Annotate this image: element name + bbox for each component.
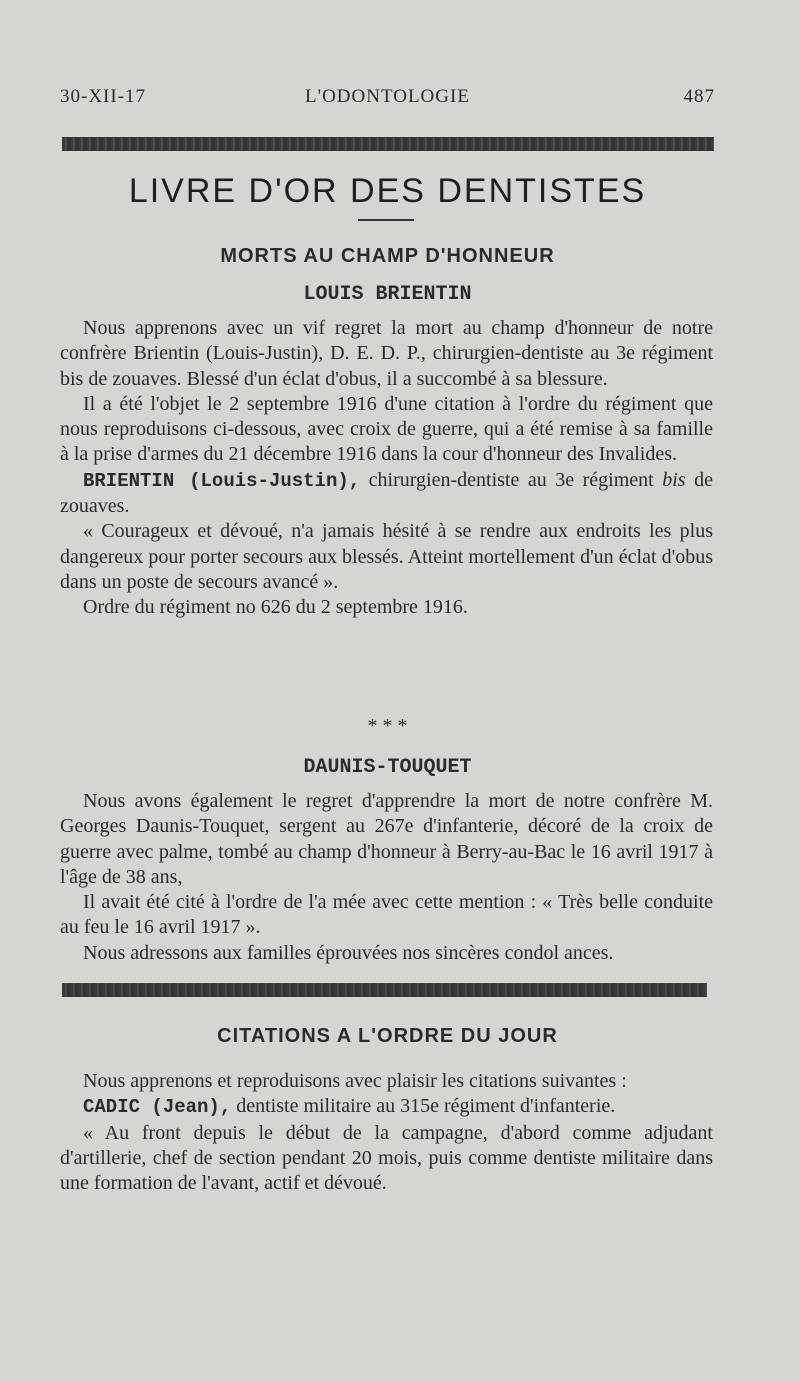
- title-underline: [358, 219, 414, 221]
- cadic-name: CADIC (Jean),: [83, 1096, 232, 1119]
- decorative-rule-top: [62, 137, 714, 151]
- brientin-order: Ordre du régiment no 626 du 2 septembre 1916.: [83, 596, 468, 619]
- citations-intro: Nous apprenons et reproduisons avec plaisir les citations suivantes :: [83, 1070, 627, 1092]
- daunis-paragraph-3: Nous adressons aux familles éprouvées nos sincères condol ances.: [83, 941, 614, 964]
- page-number: 487: [683, 86, 715, 107]
- section-heading-citations: CITATIONS A L'ORDRE DU JOUR: [217, 1025, 558, 1047]
- entry-name-daunis-touquet: DAUNIS-TOUQUET: [303, 756, 472, 779]
- section-separator-asterism: * * *: [367, 715, 408, 737]
- cadic-quote: « Au front depuis le début de la campagne, d'abord comme adjudant d'artillerie, chef de section pendant 20 mois, puis comme dentiste militaire dans une formation de l'avant, actif et dévoué.: [60, 1121, 713, 1195]
- daunis-paragraph-2: Il avait été cité à l'ordre de l'a mée avec cette mention : « Très belle conduite au feu le 16 avril 1917 ».: [60, 891, 713, 939]
- brientin-paragraph-1: Nous apprenons avec un vif regret la mort au champ d'honneur de notre confrère Brientin (Louis-Justin), D. E. D. P., chirurgien-dentiste au 3e régiment bis de zouaves. Blessé d'un éclat d'obus, il a succombé à sa blessure.: [60, 317, 713, 390]
- daunis-article: [60, 789, 713, 966]
- journal-title: L'ODONTOLOGIE: [305, 86, 470, 107]
- citation-rank-a: chirurgien-dentiste au 3e régiment: [360, 468, 663, 491]
- section-heading-morts: MORTS AU CHAMP D'HONNEUR: [220, 245, 555, 267]
- brientin-article: [60, 316, 713, 621]
- brientin-paragraph-2: Il a été l'objet le 2 septembre 1916 d'une citation à l'ordre du régiment que nous reproduisons ci-dessous, avec croix de guerre, qui a été remise à sa famille à la prise d'armes du 21 décembre 1916 dans la cour d'honneur des Invalides.: [60, 392, 713, 466]
- running-head: [60, 86, 715, 116]
- issue-date: 30-XII-17: [60, 86, 147, 107]
- brientin-citation: [60, 468, 713, 520]
- citation-bis: bis: [662, 468, 686, 491]
- entry-name-brientin: LOUIS BRIENTIN: [303, 283, 472, 306]
- citation-name: BRIENTIN (Louis-Justin),: [83, 469, 361, 492]
- citation-rank-b: de zouaves.: [60, 468, 713, 518]
- brientin-quote: « Courageux et dévoué, n'a jamais hésité à se rendre aux endroits les plus dangereux pour porter secours aux blessés. Atteint mortellement d'un éclat d'obus dans un poste de secours avancé ».: [60, 520, 713, 593]
- daunis-paragraph-1: Nous avons également le regret d'apprendre la mort de notre confrère M. Georges Daunis-Touquet, sergent au 267e d'infanterie, décoré de la croix de guerre avec palme, tombé au champ d'honneur à Berry-au-Bac le 16 avril 1917 à l'âge de 38 ans,: [60, 790, 713, 888]
- cadic-rank: dentiste militaire au 315e régiment d'infanterie.: [231, 1095, 616, 1118]
- cadic-entry: [60, 1094, 713, 1120]
- citations-article: [60, 1069, 713, 1196]
- page-title: LIVRE D'OR DES DENTISTES: [128, 172, 647, 210]
- decorative-rule-middle: [62, 983, 707, 997]
